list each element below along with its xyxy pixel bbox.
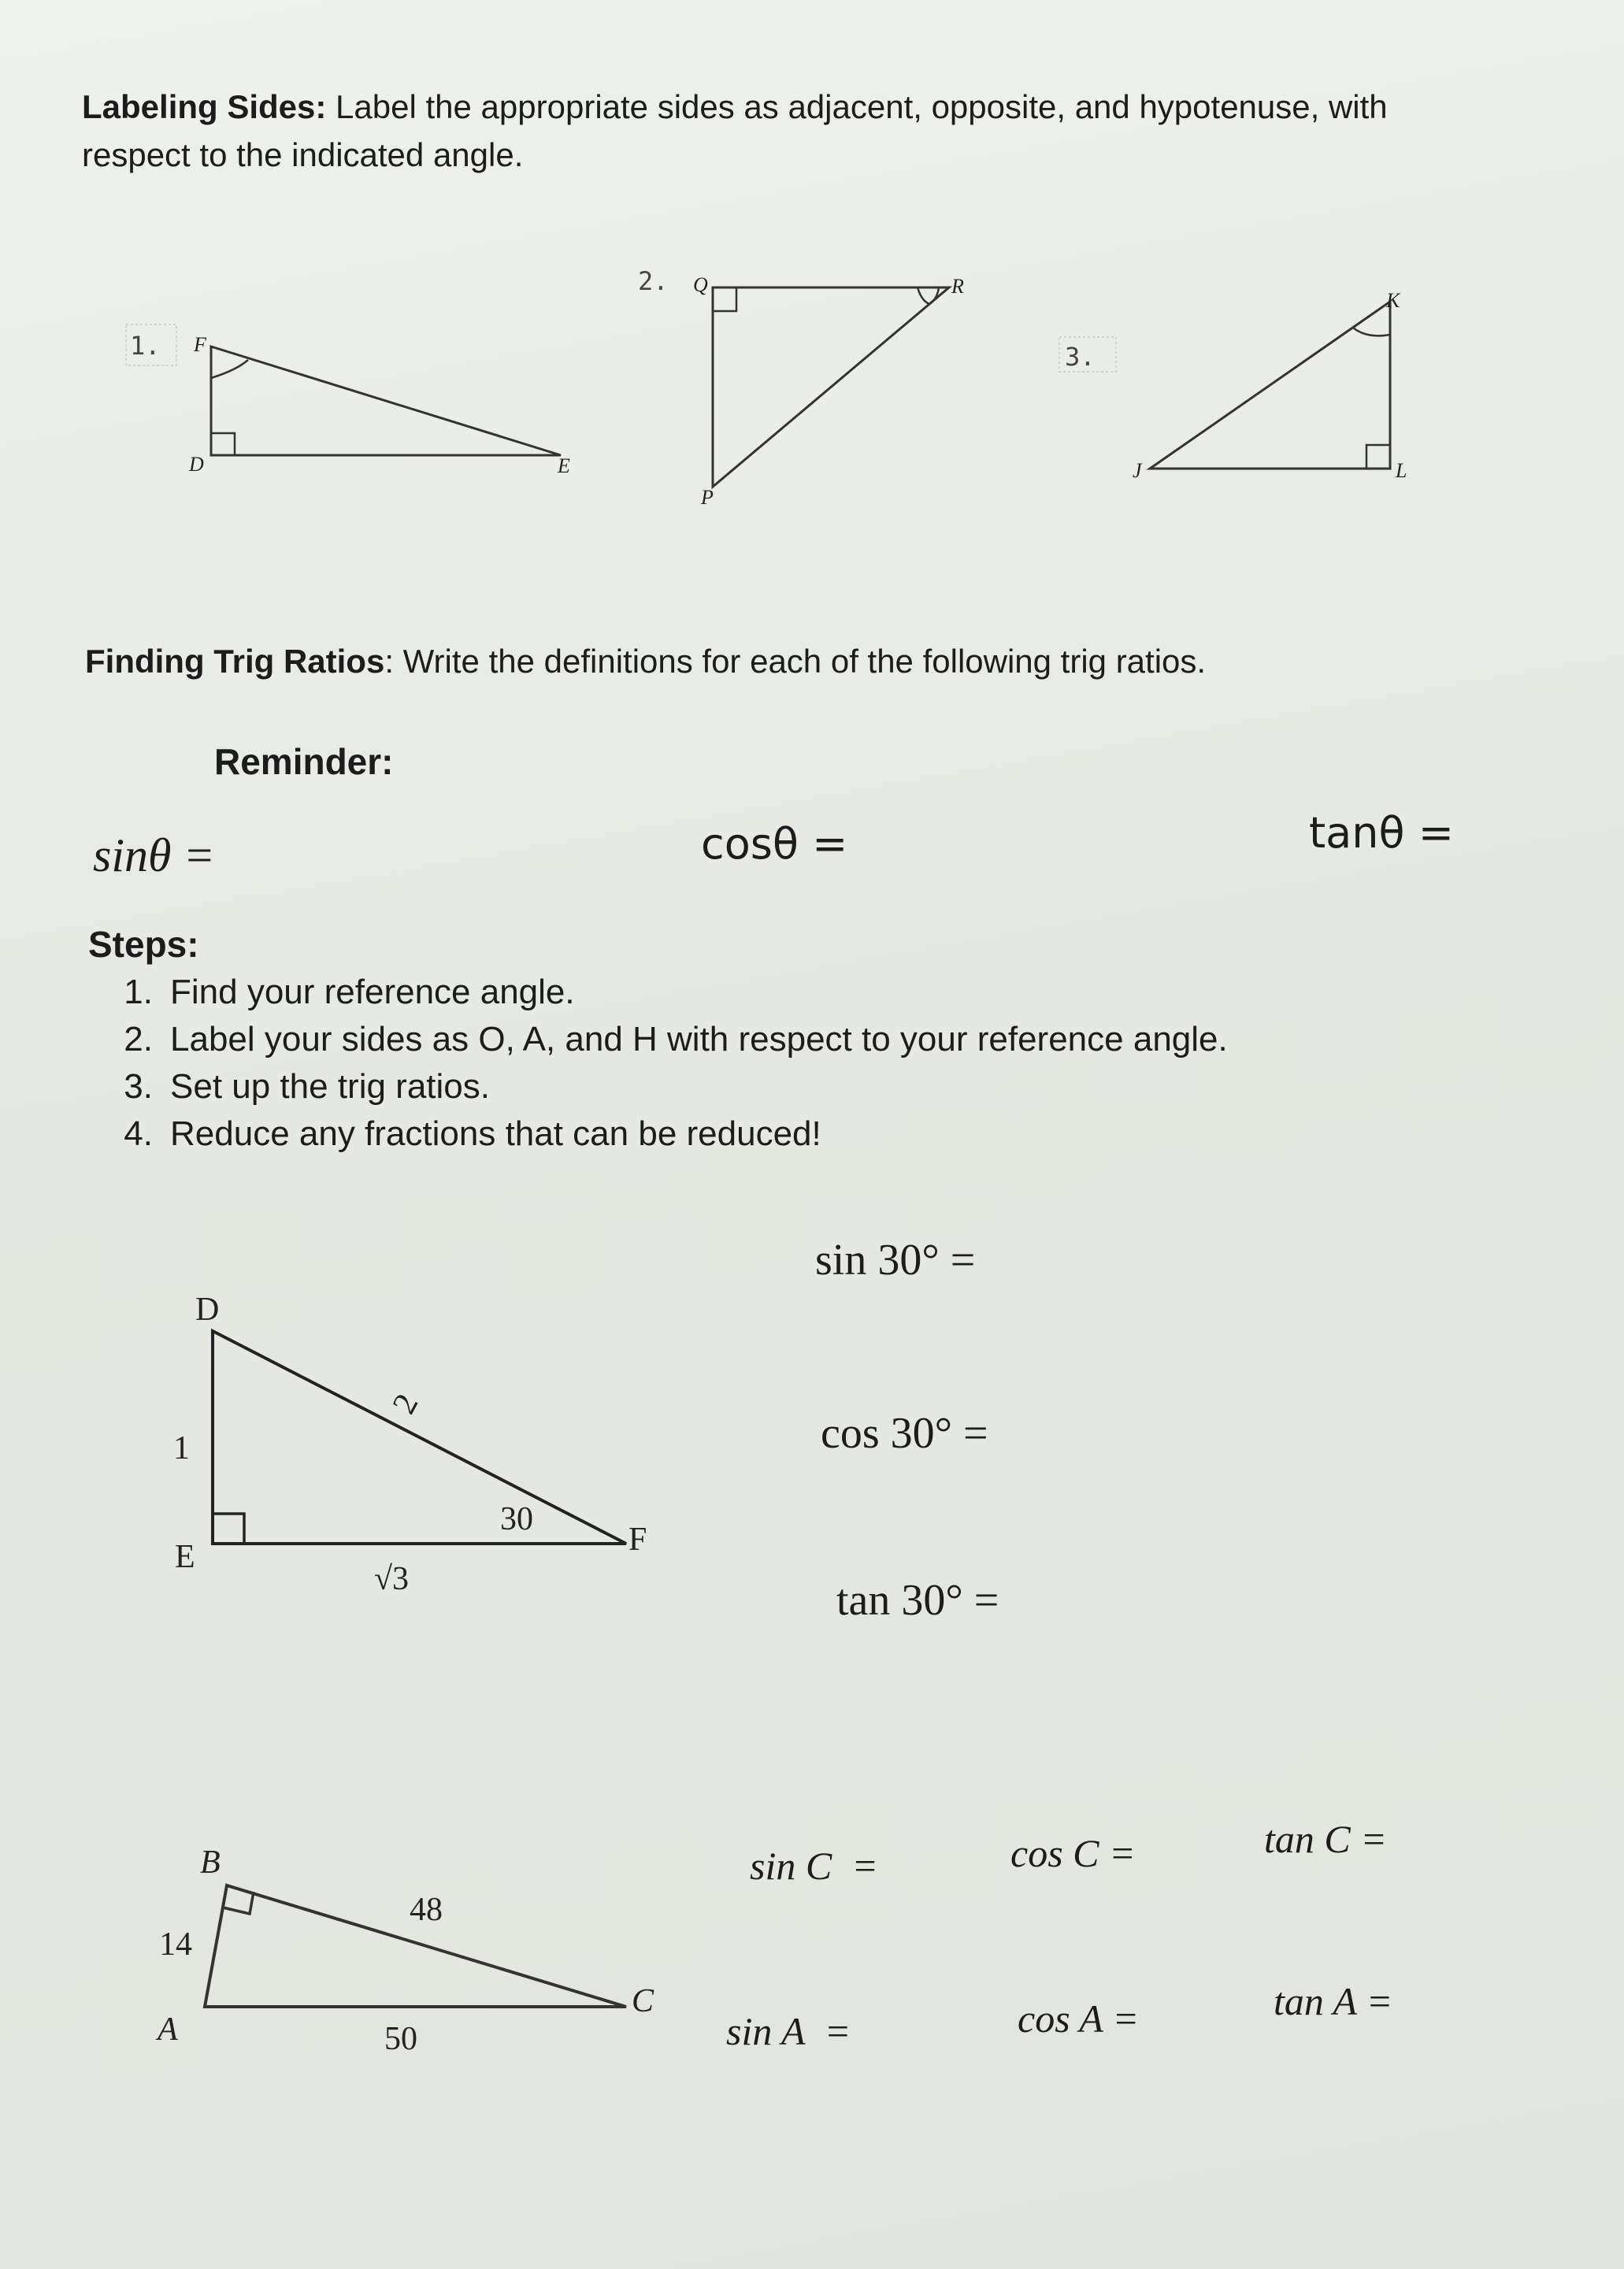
side-50: 50	[384, 2021, 417, 2057]
trig-heading: Finding Trig Ratios	[85, 643, 385, 680]
vertex-D-def: D	[195, 1292, 220, 1328]
triangle-abc	[142, 1835, 709, 2071]
cos-C: cos C =	[1010, 1831, 1136, 1875]
labeling-text: Label the appropriate sides as adjacent, opposite, and hypotenuse, with	[326, 88, 1388, 125]
cos-30: cos 30° =	[821, 1409, 988, 1458]
tan-C: tan C =	[1264, 1817, 1387, 1861]
labeling-line-1	[82, 83, 1563, 132]
problem-2-number: 2.	[638, 266, 669, 296]
labeling-heading: Labeling Sides:	[82, 88, 327, 125]
labeling-instructions	[82, 83, 1563, 180]
vertex-Q: Q	[693, 273, 708, 296]
side-48: 48	[410, 1892, 443, 1928]
labeling-line-2: respect to the indicated angle.	[82, 135, 524, 173]
trig-text: : Write the definitions for each of the following trig ratios.	[384, 643, 1207, 680]
vertex-C: C	[632, 1983, 654, 2019]
vertex-J: J	[1133, 459, 1142, 482]
tan-definition: tanθ =	[1309, 808, 1454, 858]
side-root3: √3	[374, 1561, 410, 1597]
triangle-3	[1059, 289, 1407, 482]
vertex-A: A	[158, 2011, 178, 2048]
vertex-B: B	[200, 1844, 221, 1881]
triangle-1	[126, 324, 570, 477]
cos-A: cos A =	[1018, 1996, 1140, 2041]
vertex-P: P	[701, 486, 714, 509]
reminder-label: Reminder:	[214, 741, 394, 782]
vertex-E-def: E	[175, 1539, 195, 1575]
step-item: 3. Set up the trig ratios.	[124, 1067, 490, 1106]
vertex-E: E	[558, 454, 570, 477]
vertex-F: F	[194, 333, 206, 356]
triangle-def	[142, 1276, 709, 1622]
problem-1-number: 1.	[130, 331, 161, 361]
step-item: 1. Find your reference angle.	[124, 973, 575, 1011]
side-2: 2	[386, 1388, 426, 1420]
side-1: 1	[173, 1430, 190, 1466]
vertex-R: R	[951, 275, 964, 298]
step-item: 4. Reduce any fractions that can be reduced!	[124, 1114, 821, 1153]
triangle-2	[638, 266, 964, 509]
cos-definition: cosθ =	[701, 819, 848, 869]
steps-list	[88, 969, 1506, 1158]
labeling-triangles	[0, 252, 1624, 536]
problem-3-number: 3.	[1065, 342, 1096, 372]
sin-A: sin A =	[726, 2009, 851, 2053]
steps-heading: Steps:	[88, 924, 199, 965]
tan-A: tan A =	[1274, 1979, 1393, 2023]
vertex-D: D	[189, 453, 204, 476]
step-item: 2. Label your sides as O, A, and H with respect to your reference angle.	[124, 1020, 1228, 1058]
sin-30: sin 30° =	[815, 1236, 976, 1285]
sin-C: sin C =	[750, 1844, 878, 1888]
vertex-L: L	[1396, 459, 1407, 482]
side-14: 14	[159, 1926, 192, 1963]
angle-30: 30	[500, 1501, 533, 1537]
tan-30: tan 30° =	[836, 1576, 999, 1625]
vertex-F-def: F	[628, 1522, 647, 1558]
trig-instructions	[85, 638, 1550, 686]
vertex-K: K	[1386, 289, 1400, 312]
sin-definition: sinθ =	[93, 829, 215, 881]
